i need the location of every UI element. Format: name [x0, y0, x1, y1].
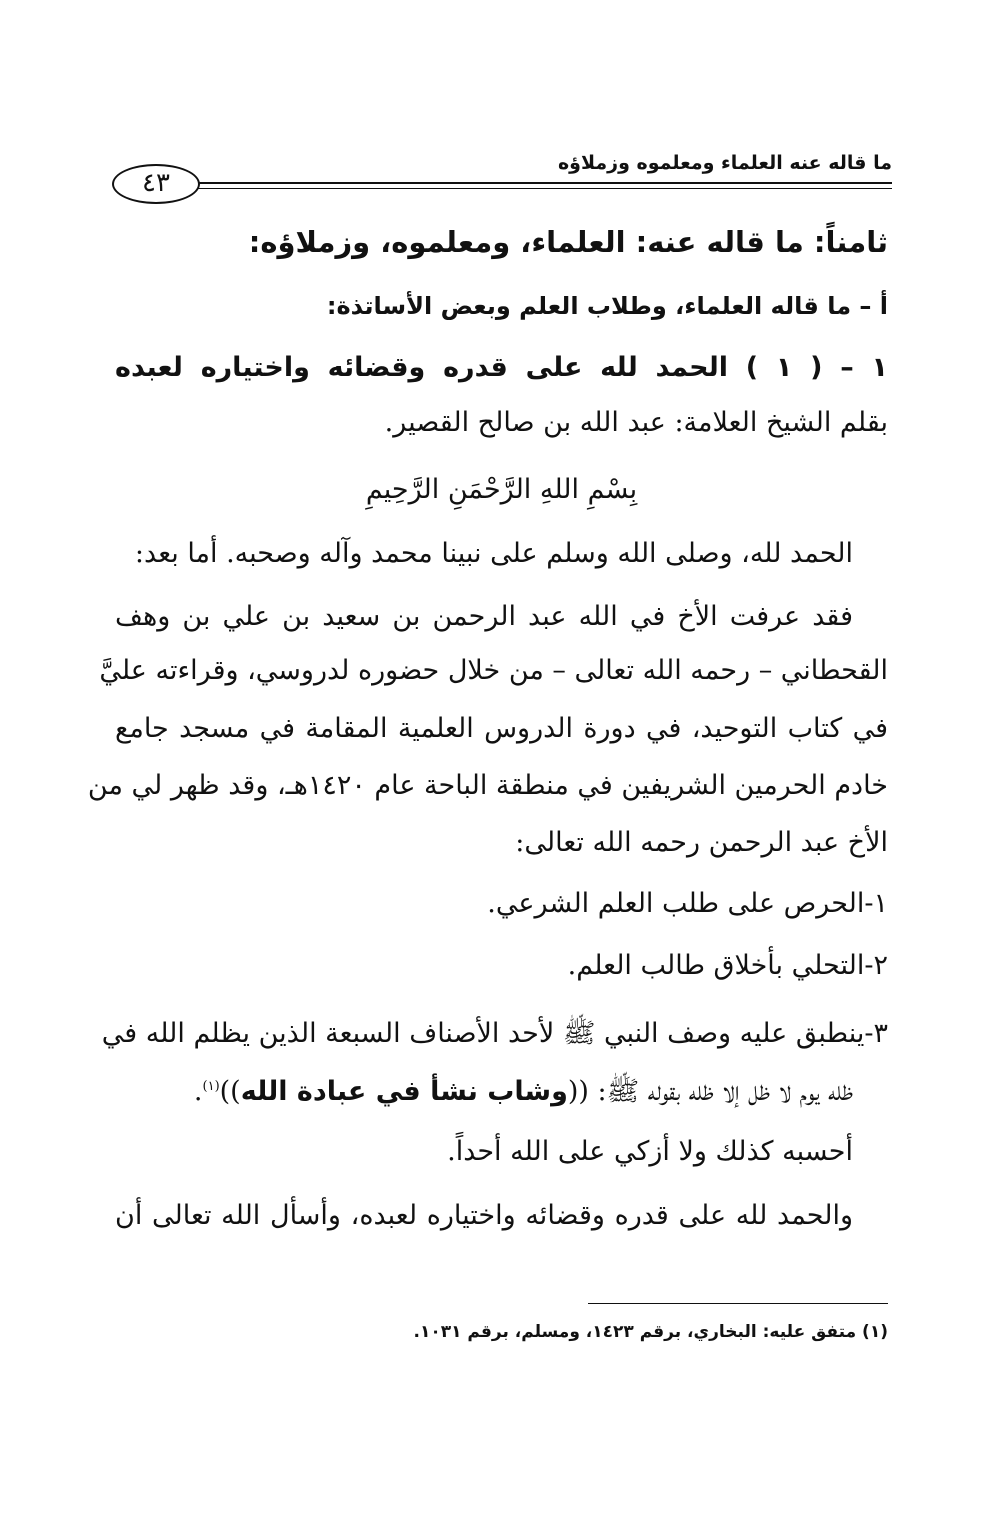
list-item: ٢-التحلي بأخلاق طالب العلم. [567, 950, 888, 981]
period: . [193, 1076, 203, 1107]
list-item: ٣-ينطبق عليه وصف النبي ﷺ لأحد الأصناف السبعة الذين يظلم الله في [101, 1018, 888, 1049]
list-item: ١-الحرص على طلب العلم الشرعي. [487, 888, 888, 919]
running-header [112, 150, 892, 198]
header-rule [198, 182, 892, 184]
basmala: بِسْمِ اللهِ الرَّحْمَنِ الرَّحِيمِ [365, 474, 638, 505]
paragraph-line: فقد عرفت الأخ في الله عبد الرحمن بن سعيد بن علي بن وهف [115, 601, 853, 632]
footnote-separator [588, 1303, 888, 1304]
footnote-marker: (١) [202, 1079, 220, 1094]
paragraph-line: القحطاني – رحمه الله تعالى – من خلال حضوره لدروسي، وقراءته عليَّ [99, 655, 888, 686]
paragraph-line: في كتاب التوحيد، في دورة الدروس العلمية المقامة في مسجد جامع [115, 713, 888, 744]
list-item-text: ظله يوم لا ظل إلا ظله بقوله ﷺ: (( [567, 1076, 853, 1107]
subsection-heading: أ – ما قاله العلماء، وطلاب العلم وبعض الأساتذة: [326, 292, 888, 320]
list-item-continuation [194, 1074, 853, 1114]
byline: بقلم الشيخ العلامة: عبد الله بن صالح القصير. [384, 407, 888, 438]
header-rule-thin [198, 188, 892, 189]
paragraph-line: الأخ عبد الرحمن رحمه الله تعالى: [515, 827, 888, 858]
running-title: ما قاله عنه العلماء ومعلموه وزملاؤه [557, 152, 892, 174]
final-line: والحمد لله على قدره وقضائه واختياره لعبده، وأسأل الله تعالى أن [115, 1200, 853, 1231]
closing-line: أحسبه كذلك ولا أزكي على الله أحداً. [447, 1136, 853, 1167]
footnote: (١) متفق عليه: البخاري، برقم ١٤٢٣، ومسلم، برقم ١٠٣١. [413, 1322, 888, 1342]
page-number: ٤٣ [112, 164, 200, 204]
section-heading: ثامناً: ما قاله عنه: العلماء، ومعلموه، وزملاؤه: [248, 225, 888, 259]
paragraph-line: خادم الحرمين الشريفين في منطقة الباحة عام ١٤٢٠هـ، وقد ظهر لي من [87, 770, 888, 801]
quote-close: )) [219, 1076, 241, 1107]
hadith-quote: وشاب نشأ في عبادة الله [240, 1076, 568, 1107]
opening-line: الحمد لله، وصلى الله وسلم على نبينا محمد وآله وصحبه. أما بعد: [134, 538, 853, 569]
item-heading: ١ – ( ١ ) الحمد لله على قدره وقضائه واختياره لعبده [115, 352, 888, 383]
